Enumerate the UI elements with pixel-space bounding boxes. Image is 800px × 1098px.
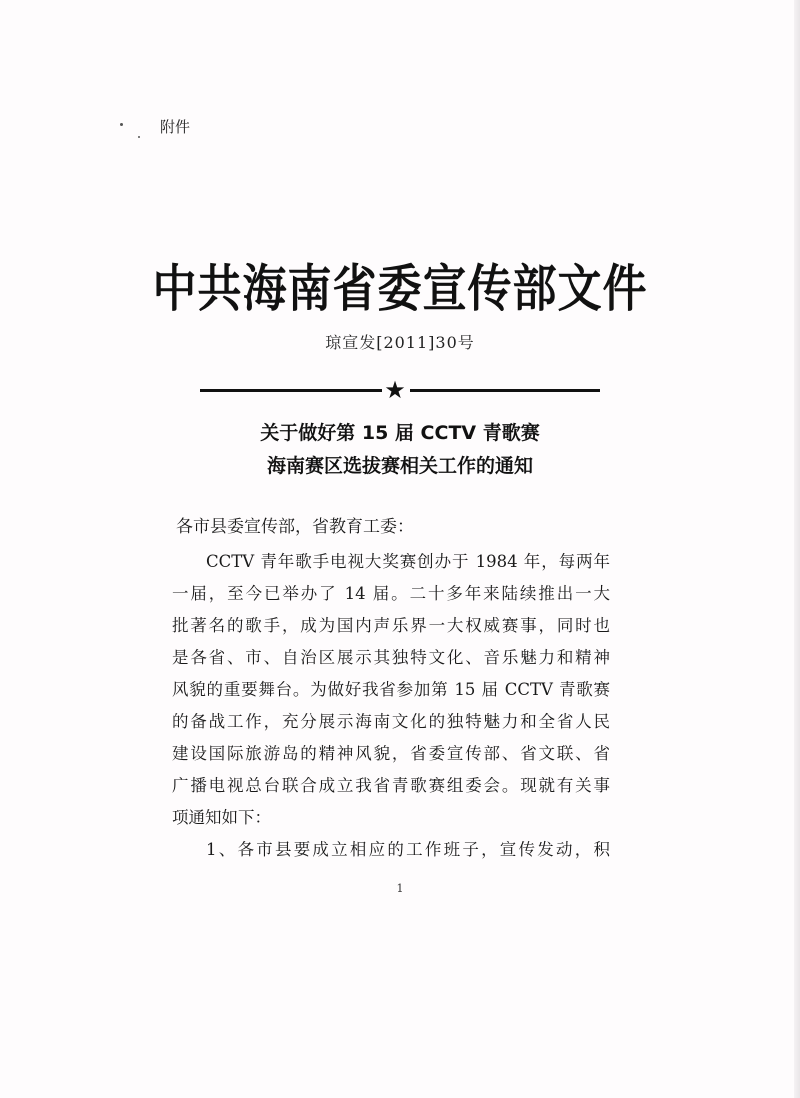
page-number: 1 (396, 882, 404, 895)
scan-speck (138, 136, 140, 138)
body-line: 风貌的重要舞台。为做好我省参加第 15 届 CCTV 青歌赛 (172, 680, 610, 699)
divider-line-left (200, 389, 382, 392)
salutation: 各市县委宣传部，省教育工委： (176, 517, 414, 537)
body-line: CCTV 青年歌手电视大奖赛创办于 1984 年，每两年 (206, 552, 610, 571)
scan-speck (120, 123, 123, 126)
body-line: 项通知如下： (172, 808, 271, 827)
body-text (172, 546, 610, 866)
body-line: 的备战工作，充分展示海南文化的独特魅力和全省人民 (172, 712, 610, 731)
body-line: 广播电视总台联合成立我省青歌赛组委会。现就有关事 (172, 776, 610, 795)
body-line: 批著名的歌手，成为国内声乐界一大权威赛事，同时也 (172, 616, 610, 635)
scan-edge (794, 0, 800, 1098)
body-line: 是各省、市、自治区展示其独特文化、音乐魅力和精神 (172, 648, 610, 667)
star-icon: ★ (384, 376, 406, 404)
divider-line-right (410, 389, 600, 392)
document-number: 琼宣发[2011]30号 (325, 333, 475, 352)
body-line: 1、各市县要成立相应的工作班子，宣传发动，积 (206, 840, 610, 859)
document-header-title: 中共海南省委宣传部文件 (152, 259, 648, 319)
header-divider (200, 376, 600, 404)
attachment-label: 附件 (160, 118, 191, 136)
body-line: 建设国际旅游岛的精神风貌，省委宣传部、省文联、省 (172, 744, 610, 763)
body-line: 一届，至今已举办了 14 届。二十多年来陆续推出一大 (172, 584, 610, 603)
notice-title-line-2: 海南赛区选拔赛相关工作的通知 (266, 455, 533, 477)
notice-title-line-1: 关于做好第 15 届 CCTV 青歌赛 (260, 422, 540, 444)
